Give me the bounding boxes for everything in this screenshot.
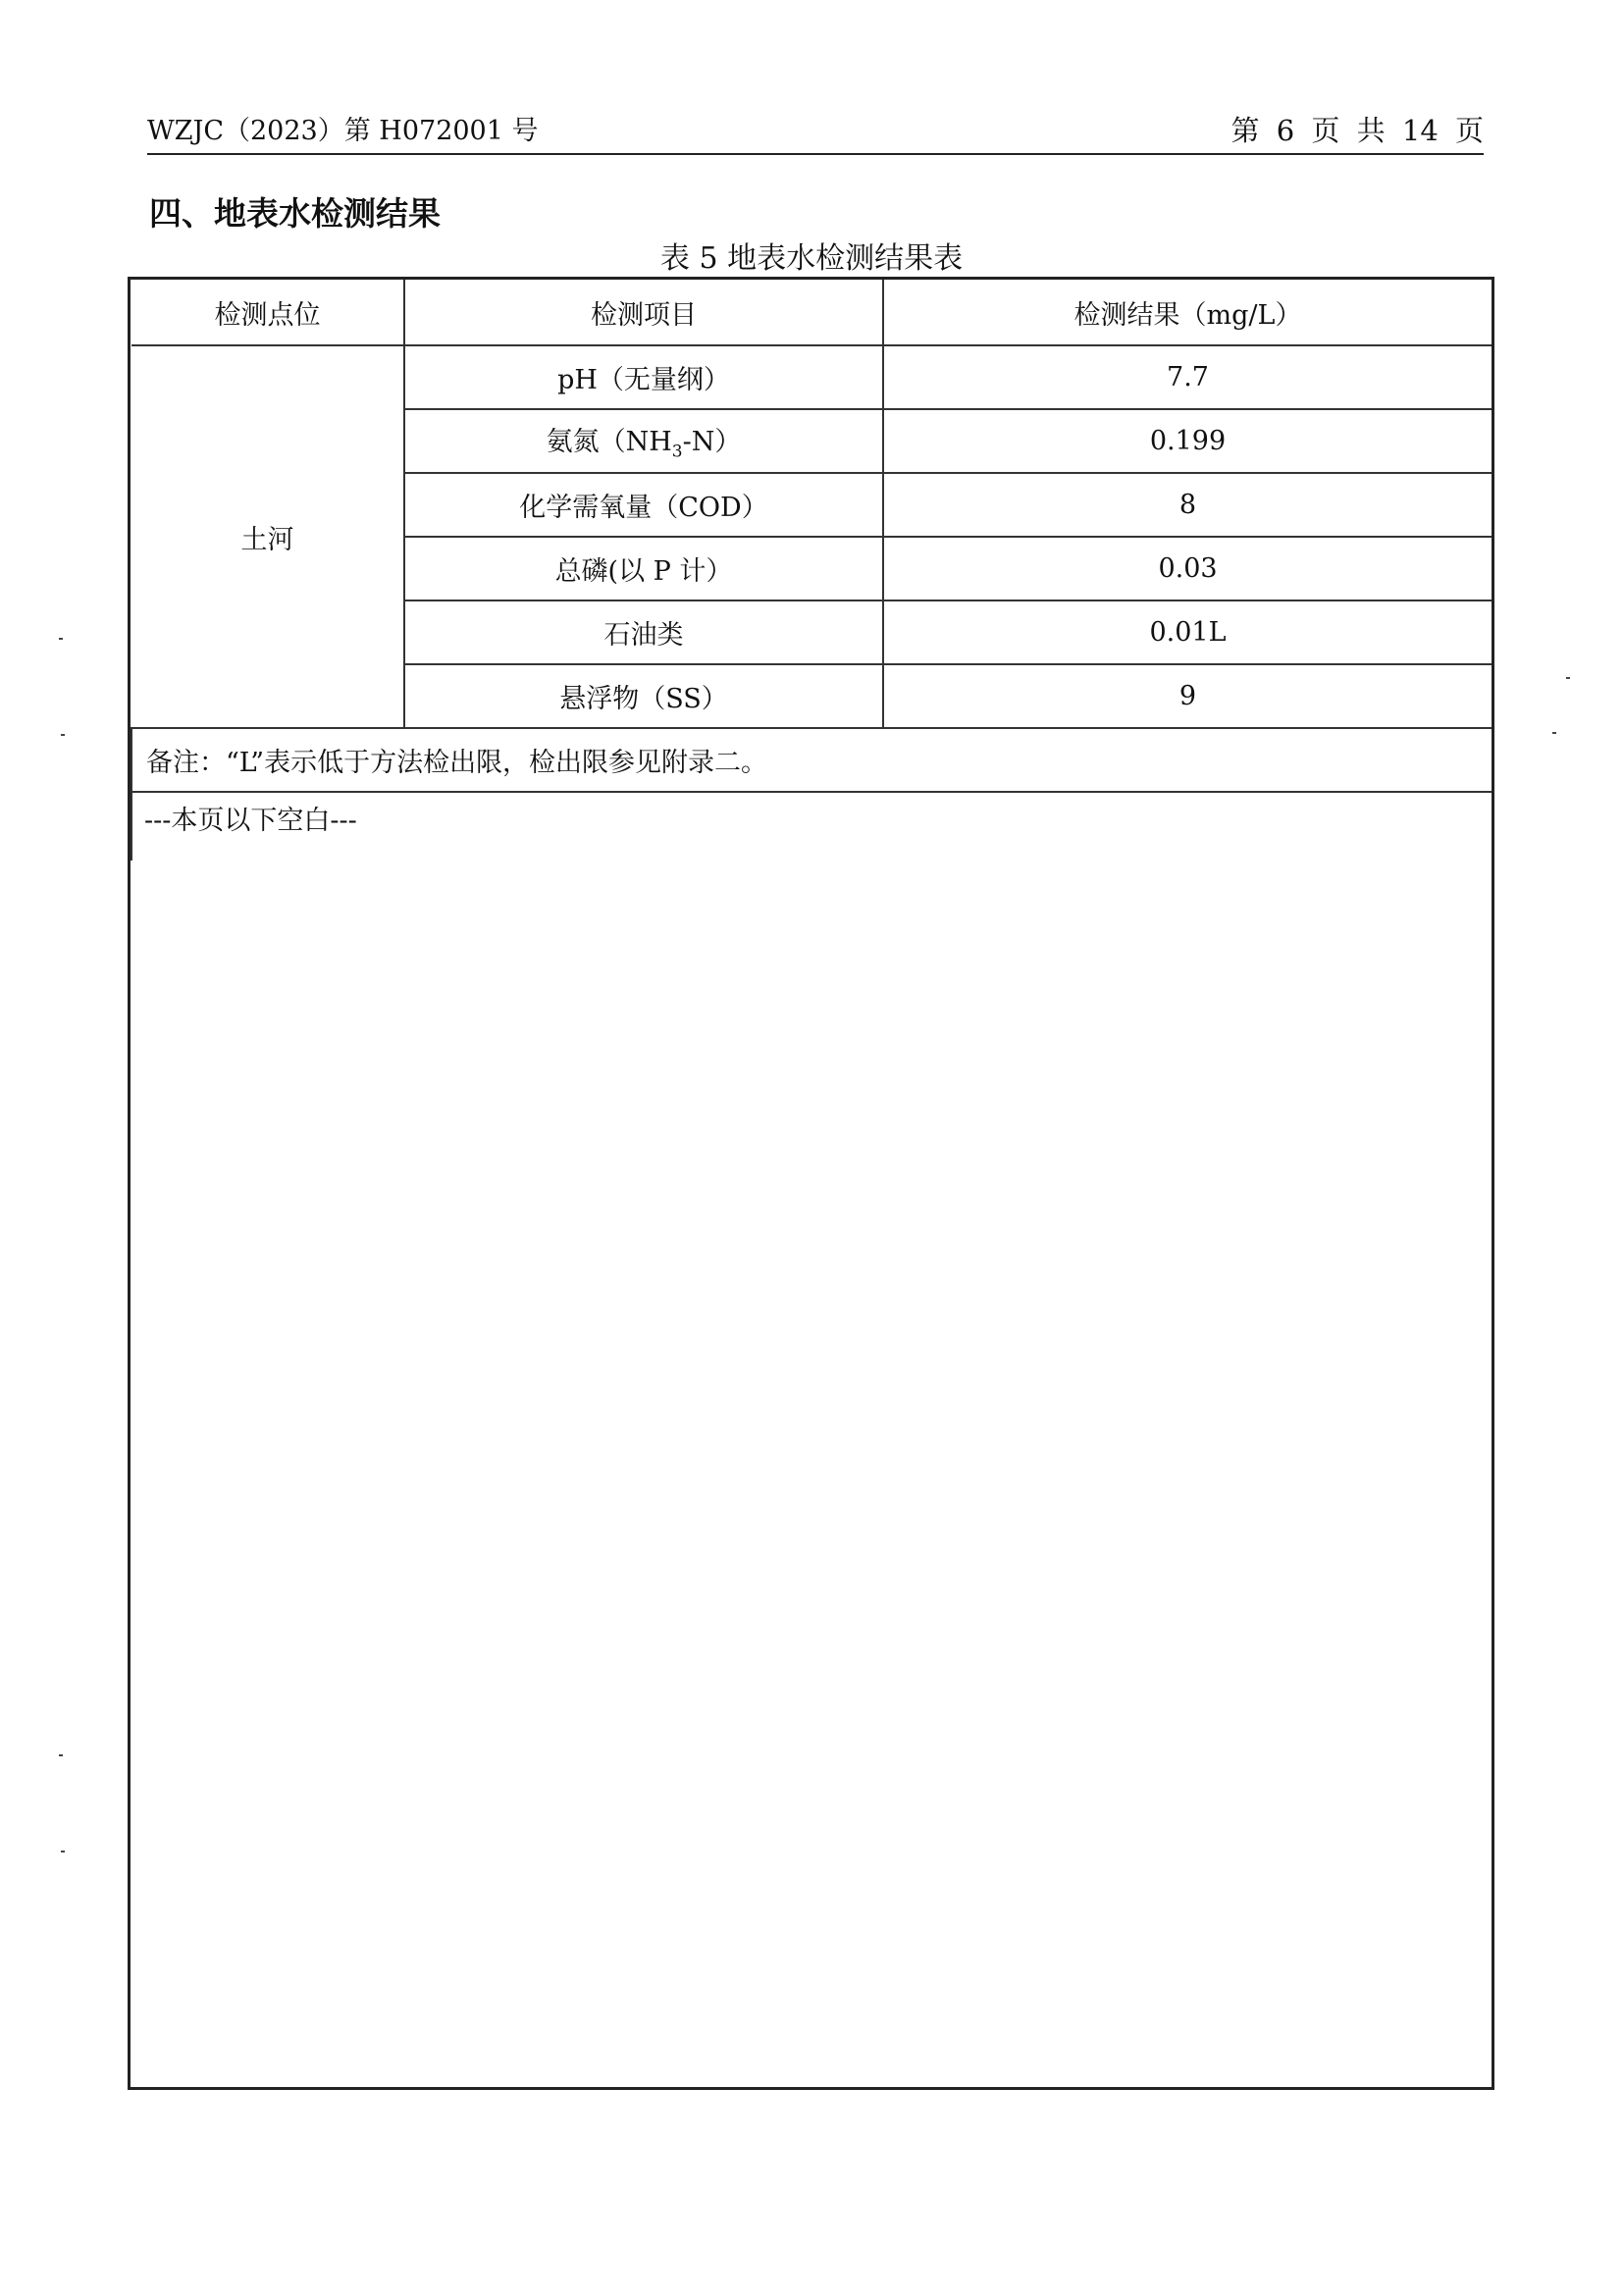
table-row	[131, 345, 1492, 409]
scan-speck	[1566, 677, 1570, 679]
value-cell: 8	[883, 473, 1492, 537]
scan-speck	[61, 1851, 65, 1852]
scan-speck	[61, 734, 65, 736]
page-info: 第 6 页 共 14 页	[1230, 114, 1484, 147]
site-cell: 土河	[131, 345, 404, 728]
value-cell: 0.199	[883, 409, 1492, 473]
value-cell: 0.03	[883, 537, 1492, 600]
item-cell: 石油类	[404, 600, 883, 664]
scan-speck	[1552, 732, 1556, 734]
item-cell: 总磷(以 P 计）	[404, 537, 883, 600]
item-cell	[404, 409, 883, 473]
item-subscript: 3	[671, 442, 683, 462]
note-row	[131, 728, 1492, 792]
value-cell: 0.01L	[883, 600, 1492, 664]
results-table-frame	[128, 277, 1494, 2090]
blank-page-note: ---本页以下空白---	[131, 792, 1492, 861]
table-caption: 表 5 地表水检测结果表	[659, 241, 964, 276]
column-header-result: 检测结果（mg/L）	[883, 280, 1492, 345]
value-cell: 7.7	[883, 345, 1492, 409]
report-number: WZJC（2023）第 H072001 号	[147, 116, 539, 146]
item-cell: pH（无量纲）	[404, 345, 883, 409]
results-table	[131, 280, 1492, 861]
scan-speck	[59, 1754, 63, 1756]
page-header	[147, 110, 1484, 155]
scan-speck	[59, 638, 63, 640]
value-cell: 9	[883, 664, 1492, 728]
section-title: 四、地表水检测结果	[149, 194, 441, 233]
column-header-item: 检测项目	[404, 280, 883, 345]
table-header-row	[131, 280, 1492, 345]
item-cell: 化学需氧量（COD）	[404, 473, 883, 537]
item-cell: 悬浮物（SS）	[404, 664, 883, 728]
item-prefix: 氨氮（NH	[546, 427, 672, 458]
column-header-site: 检测点位	[131, 280, 404, 345]
blank-row	[131, 792, 1492, 861]
item-suffix: -N）	[682, 427, 742, 458]
table-note: 备注：“L”表示低于方法检出限，检出限参见附录二。	[131, 728, 1492, 792]
